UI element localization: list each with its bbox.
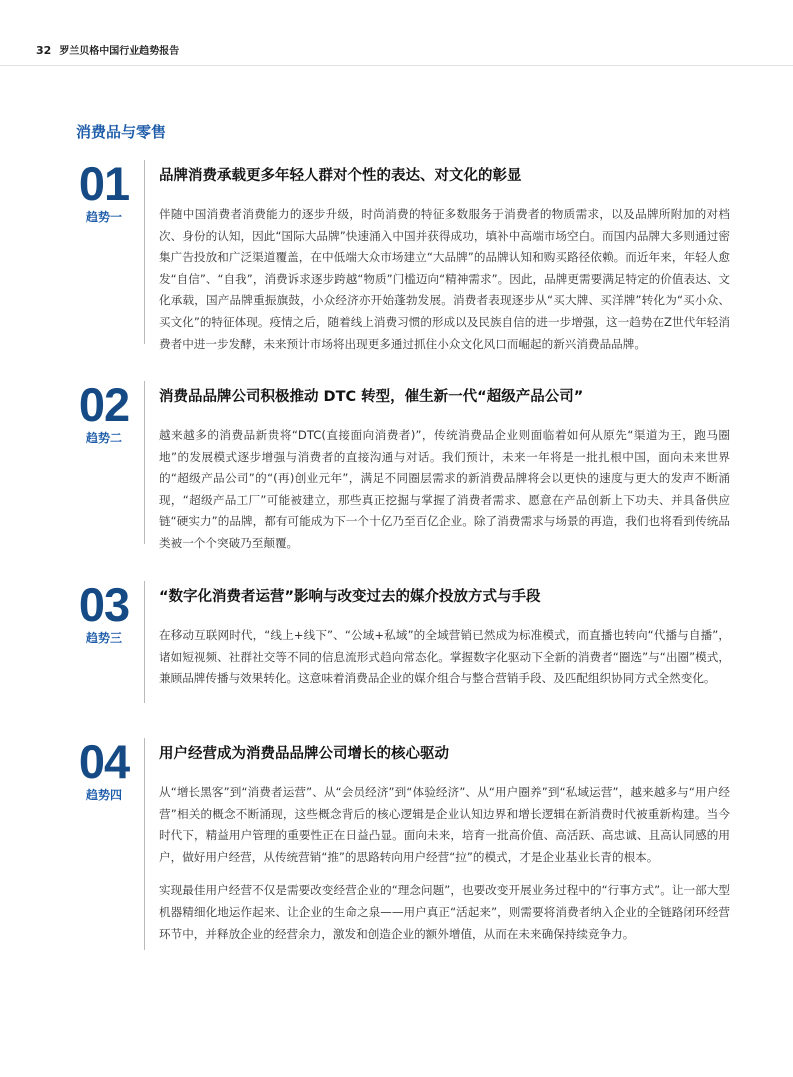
body-paragraph: 在移动互联网时代，“线上+线下”、“公域+私域”的全域营销已然成为标准模式，而直播也转向“代播与自播”，诸如短视频、社群社交等不同的信息流形式趋向常态化。掌握数字化驱动下全新的消费者“圈选”与“出圈”模式，兼顾品牌传播与效果转化。这意味着消费品企业的媒介组合与整合营销手段、及匹配组织协同方式全然变化。 [159,628,730,686]
trend-tag: 趋势三 [85,631,122,645]
trend-title: 品牌消费承载更多年轻人群对个性的表达、对文化的彰显 [159,168,522,184]
trend-number: 02 [78,378,130,431]
page-number: 32 [36,44,52,57]
trend-tag: 趋势一 [85,210,122,224]
trend-number: 01 [78,157,130,210]
section-title: 消费品与零售 [76,123,167,141]
body-paragraph: 从“增长黑客”到“消费者运营”、从“会员经济”到“体验经济”、从“用户圈养”到“私域运营”，越来越多与“用户经营”相关的概念不断涌现，这些概念背后的核心逻辑是企业认知边界和增长逻辑在新消费时代被重新构建。当今时代下，精益用户管理的重要性正在日益凸显。面向未来，培育一批高价值、高活跃、高忠诚、且高认同感的用户，做好用户经营，从传统营销“推”的思路转向用户经营“拉”的模式，才是企业基业长青的根本。 [159,785,730,864]
body-paragraph: 实现最佳用户经营不仅是需要改变经营企业的“理念问题”，也要改变开展业务过程中的“行事方式”。让一部大型机器精细化地运作起来、让企业的生命之泉——用户真正“活起来”，则需要将消费者纳入企业的全链路闭环经营环节中，并释放企业的经营余力，激发和创造企业的额外增值，从而在未来确保持续竞争力。 [159,883,730,941]
trend-number: 04 [78,735,130,788]
trend-title: 用户经营成为消费品品牌公司增长的核心驱动 [159,746,449,762]
vertical-divider [144,160,145,344]
body-paragraph: 越来越多的消费品新贵将“DTC(直接面向消费者)”，传统消费品企业则面临着如何从原先“渠道为王，跑马圈地”的发展模式逐步增强与消费者的直接沟通与对话。我们预计，未来一年将是一批扎根中国，面向未来世界的“超级产品公司”的“(再)创业元年”，满足不同圈层需求的新消费品牌将会以更快的速度与更大的发声不断涌现，“超级产品工厂”可能被建立，那些真正挖掘与掌握了消费者需求、愿意在产品创新上下功夫、并具备供应链“硬实力”的品牌，都有可能成为下一个十亿乃至百亿企业。除了消费需求与场景的再造，我们也将看到传统品类被一个个突破乃至颠覆。 [159,428,730,550]
trend-title: 消费品品牌公司积极推动 DTC 转型，催生新一代“超级产品公司” [159,389,584,405]
report-title: 罗兰贝格中国行业趋势报告 [59,46,180,57]
trend-body [159,204,730,355]
trend-title: “数字化消费者运营”影响与改变过去的媒介投放方式与手段 [159,589,541,605]
trend-tag: 趋势二 [85,431,122,445]
trend-body [159,625,730,690]
vertical-divider [144,581,145,703]
trend-body [159,425,730,555]
page-header [36,42,179,57]
trend-body [159,782,730,945]
trend-tag: 趋势四 [85,788,122,802]
trend-number: 03 [78,578,130,631]
vertical-divider [144,381,145,544]
body-paragraph: 伴随中国消费者消费能力的逐步升级，时尚消费的特征多数服务于消费者的物质需求，以及品牌所附加的对档次、身份的认知，因此“国际大品牌”快速涌入中国并获得成功，填补中高端市场空白。而国内品牌大多则通过密集广告投放和广泛渠道覆盖，在中低端大众市场建立“大品牌”的品牌认知和购买路径依赖。而近年来，年轻人愈发“自信”、“自我”，消费诉求逐步跨越“物质”门槛迈向“精神需求”。因此，品牌更需要满足特定的价值表达、文化承载，国产品牌重振旗鼓，小众经济亦开始蓬勃发展。消费者表现逐步从“买大牌、买洋牌”转化为“买小众、买文化”的特征体现。疫情之后，随着线上消费习惯的形成以及民族自信的进一步增强，这一趋势在Z世代年轻消费者中进一步发酵，未来预计市场将出现更多通过抓住小众文化风口而崛起的新兴消费品品牌。 [159,207,730,351]
vertical-divider [144,738,145,950]
header-divider [0,65,793,66]
